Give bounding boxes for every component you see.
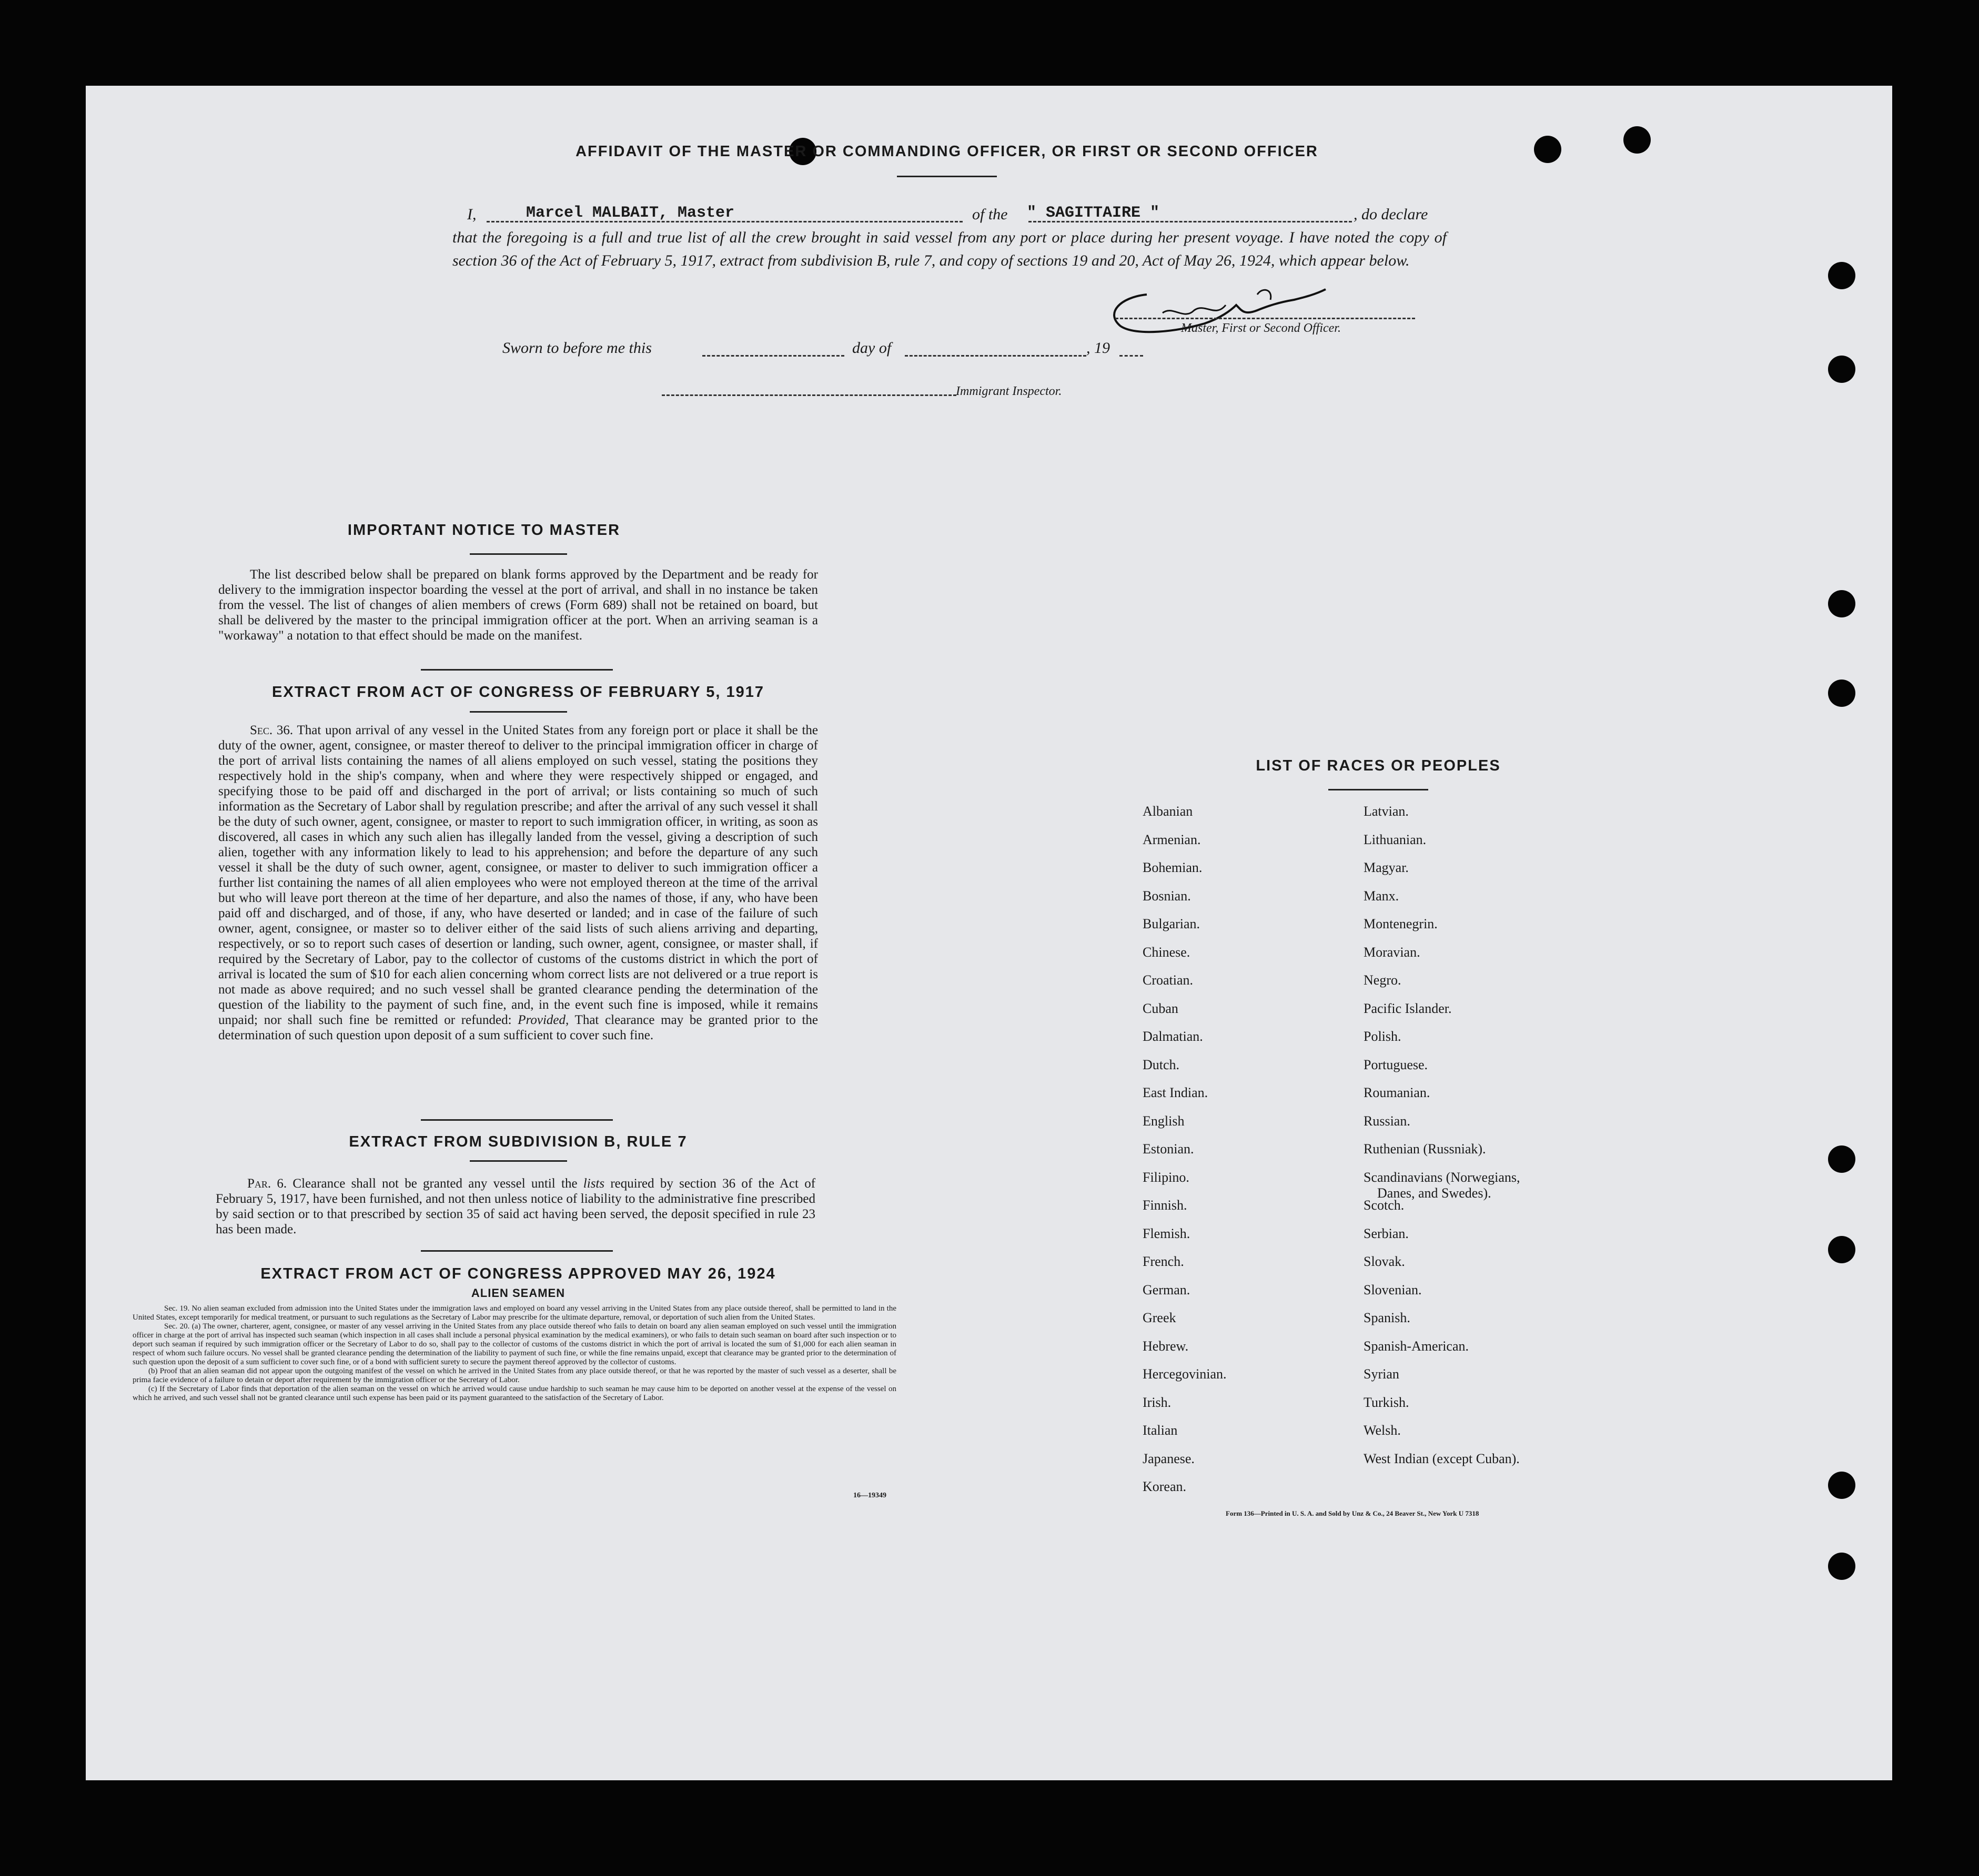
race-item: Chinese. [1143, 944, 1190, 960]
affidavit-declare-label: , do declare [1354, 206, 1428, 223]
punch-hole [1828, 1553, 1855, 1580]
race-item: Hercegovinian. [1143, 1366, 1227, 1382]
punch-hole [1828, 356, 1855, 383]
footer-form-line: Form 136—Printed in U. S. A. and Sold by Unz & Co., 24 Beaver St., New York U 7318 [1226, 1509, 1479, 1517]
race-item: East Indian. [1143, 1085, 1208, 1100]
race-item: Portuguese. [1364, 1057, 1428, 1072]
day-of-label: day of [852, 339, 892, 357]
race-item: Bohemian. [1143, 860, 1203, 875]
punch-hole [1828, 1145, 1855, 1173]
race-item: Filipino. [1143, 1169, 1189, 1185]
race-item: Armenian. [1143, 831, 1201, 847]
divider [470, 553, 567, 555]
punch-hole [1534, 136, 1561, 163]
race-item: Serbian. [1364, 1225, 1409, 1241]
rule-7-title: EXTRACT FROM SUBDIVISION B, RULE 7 [349, 1133, 688, 1150]
sworn-prefix: Sworn to before me this [502, 339, 652, 357]
sec-19-text: Sec. 19. No alien seaman excluded from admission into the United States under the immigration laws and employed on board any vessel arriving in the United States from any place outside thereof, shall be permitted to land in the United States, except temporarily for medical treatment, or pursuant to such regulations as the Secretary of Labor may prescribe for the ultimate departure, removal, or deportation of such alien from the United States. [133, 1304, 896, 1322]
race-item: Latvian. [1364, 804, 1409, 819]
sec-20c-text: (c) If the Secretary of Labor finds that deportation of the alien seaman on the vessel on which he arrived would cause undue hardship to such seaman he may cause him to be deported on another vessel at the expense of the vessel on which he arrived, and such vessel shall not be granted clearance until such expense has been paid or its payment guaranteed to the satisfaction of the Secretary of Labor. [133, 1385, 896, 1402]
inspector-blank-line [662, 394, 956, 396]
lists-word: lists [583, 1177, 605, 1191]
race-item: Pacific Islander. [1364, 1000, 1452, 1016]
race-item: Scandinavians (Norwegians, [1364, 1169, 1520, 1185]
affidavit-of-the-label: of the [972, 206, 1008, 223]
affidavit-declaration: that the foregoing is a full and true list of all the crew brought in said vessel from any port or place during her present voyage. I have noted the copy of section 36 of the Act of February 5, 1917, extract from subdivision B, rule 7, and copy of sections 19 and 20, Act of May 26, 1924, which appear below. [452, 229, 1447, 269]
month-blank-line [905, 355, 1086, 357]
race-item: Korean. [1143, 1479, 1187, 1494]
extract-1917-title: EXTRACT FROM ACT OF CONGRESS OF FEBRUARY 5, 1917 [271, 684, 765, 701]
race-item: Russian. [1364, 1113, 1410, 1129]
race-item: English [1143, 1113, 1185, 1129]
divider [897, 176, 997, 177]
race-item: Magyar. [1364, 860, 1409, 875]
divider [421, 669, 613, 671]
year-prefix: , 19 [1086, 339, 1110, 357]
sec-20b-text: (b) Proof that an alien seaman did not appear upon the outgoing manifest of the vessel on which he arrived in the United States from any place outside thereof, or that he was reported by the master of such vessel as a deserter, shall be prima facie evidence of a failure to detain or deport after requirement by the immigration officer or the Secretary of Labor. [133, 1367, 896, 1384]
race-item: Spanish. [1364, 1310, 1410, 1325]
race-item: Slovenian. [1364, 1282, 1422, 1297]
race-item: Cuban [1143, 1000, 1178, 1016]
extract-1924-title: EXTRACT FROM ACT OF CONGRESS APPROVED MAY 26, 1924 [260, 1265, 776, 1282]
race-item: Scotch. [1364, 1198, 1405, 1213]
punch-hole [1828, 1472, 1855, 1499]
race-item: Croatian. [1143, 972, 1194, 988]
race-item: Ruthenian (Russniak). [1364, 1141, 1486, 1157]
notice-text: The list described below shall be prepared on blank forms approved by the Department and be ready for delivery to the immigration inspector boarding the vessel at the port of arrival, and shall in no instance be taken from the vessel. The list of changes of alien members of crews (Form 689) shall not be retained on board, but shall be delivered by the master to the principal immigration officer at the port. When an arriving seaman is a "workaway" a notation to that effect should be made on the manifest. [218, 567, 818, 643]
sec-36-text-end: That clearance may be granted prior to the determination of such question upon deposit of a sum sufficient to cover such fine. [218, 1013, 818, 1042]
sec-20a-text: Sec. 20. (a) The owner, charterer, agent, consignee, or master of any vessel arriving in the United States from any place outside thereof who fails to detain on board any alien seaman employed on such vessel until the immigration officer in charge at the port of arrival has inspected such seaman (which inspection in all cases shall include a personal physical examination by the medical examiners), or who fails to detain such seaman on board after such inspection or to deport such seaman if required by such immigration officer or the Secretary of Labor to do so, shall pay to the collector of customs of the customs district in which the port of arrival is located the sum of $1,000 for each alien seaman in respect of whom such failure occurs. No vessel shall be granted clearance pending the determination of the liability to payment of such fine, or while the fine remains unpaid, except that clearance may be granted prior to the determination of such question upon the deposit of a sum sufficient to cover such fine, or of a bond with sufficient surety to secure the payment thereof approved by the collector of customs. [133, 1322, 896, 1366]
notice-title: IMPORTANT NOTICE TO MASTER [347, 522, 621, 539]
day-blank-line [702, 355, 844, 357]
race-item: Negro. [1364, 972, 1401, 988]
race-item: Bulgarian. [1143, 916, 1200, 931]
punch-hole [1828, 262, 1855, 289]
race-item: Slovak. [1364, 1254, 1405, 1269]
par-6-text-b: required by section 36 of the Act of February 5, 1917, have been furnished, and not then unless notice of liability to the administrative fine prescribed by said section or to that prescribed by section 35 of said act having been served, the deposit specified in rule 23 has been made. [216, 1177, 816, 1236]
race-item: Lithuanian. [1364, 831, 1427, 847]
extract-1924-text [133, 1304, 896, 1403]
race-item: Roumanian. [1364, 1085, 1430, 1100]
sec-36-text: That upon arrival of any vessel in the United States from any foreign port or place it shall be the duty of the owner, agent, consignee, or master thereof to deliver to the principal immigration officer in charge of the port of arrival lists containing the names of all aliens employed on such vessel, stating the positions they respectively hold in the ship's company, when and where they were respectively shipped or engaged, and specifying those to be paid off and discharged in the port of arrival; or lists containing so much of such information as the Secretary of Labor shall by regulation prescribe; and after the arrival of any such vessel it shall be the duty of such owner, agent, consignee, or master to report to such immigration officer, in writing, as soon as discovered, all cases in which any such alien has illegally landed from the vessel, giving a description of such alien, together with any information likely to lead to his apprehension; and before the departure of any such vessel it shall be the duty of such owner, agent, consignee, or master to deliver to such immigration officer a further list containing the names of all alien employees who were not employed thereon at the time of the arrival but who will leave port thereon at the time of her departure, and also the names of those, if any, who have been paid off and discharged, and of those, if any, who have deserted or landed; and in case of the failure of such owner, agent, consignee, or master so to deliver either of the said lists of such aliens arriving and departing, respectively, or so to report such cases of desertion or landing, such owner, agent, consignee, or master shall, if required by the Secretary of Labor, pay to the collector of customs of the customs district in which the port of arrival is located the sum of $10 for each alien concerning whom correct lists are not delivered or a true report is not made as above required; and no such vessel shall be granted clearance pending the determination of the question of the liability to the payment of such fine, and, in the event such fine is imposed, while it remains unpaid; nor shall such fine be remitted or refunded: [218, 723, 818, 1027]
vessel-name: " SAGITTAIRE " [1027, 204, 1160, 222]
race-item: Turkish. [1364, 1394, 1409, 1410]
race-item: Dalmatian. [1143, 1029, 1203, 1044]
race-item: Welsh. [1364, 1423, 1401, 1438]
race-item: German. [1143, 1282, 1190, 1297]
divider [470, 1160, 567, 1162]
race-item: Danes, and Swedes). [1377, 1185, 1491, 1201]
race-item: Polish. [1364, 1029, 1401, 1044]
punch-hole [1828, 680, 1855, 707]
rule-7-text [216, 1176, 815, 1237]
sec-36-label: Sec. 36. [250, 723, 294, 737]
divider [470, 711, 567, 713]
race-item: Hebrew. [1143, 1338, 1189, 1354]
par-6-label: Par. 6. [247, 1177, 287, 1191]
signature-caption: Master, First or Second Officer. [1181, 321, 1341, 335]
punch-hole [1828, 1236, 1855, 1263]
race-item: Italian [1143, 1423, 1178, 1438]
race-item: Syrian [1364, 1366, 1399, 1382]
race-item: Moravian. [1364, 944, 1420, 960]
affidavit-i-label: I, [467, 206, 477, 223]
race-item: Finnish. [1143, 1198, 1187, 1213]
punch-hole [1623, 126, 1651, 154]
race-item: Greek [1143, 1310, 1176, 1325]
divider [421, 1119, 613, 1121]
affidavit-title: AFFIDAVIT OF THE MASTER OR COMMANDING OFFICER, OR FIRST OR SECOND OFFICER [575, 143, 1318, 160]
inspector-caption: Immigrant Inspector. [956, 384, 1062, 398]
race-item: Estonian. [1143, 1141, 1194, 1157]
form-code: 16—19349 [853, 1492, 886, 1499]
race-item: Manx. [1364, 888, 1399, 904]
race-item: West Indian (except Cuban). [1364, 1451, 1520, 1466]
race-item: Bosnian. [1143, 888, 1191, 904]
race-item: Albanian [1143, 804, 1193, 819]
extract-1924-subtitle: ALIEN SEAMEN [471, 1286, 566, 1300]
race-item: Montenegrin. [1364, 916, 1438, 931]
race-item: Irish. [1143, 1394, 1172, 1410]
provided-label: Provided, [518, 1013, 569, 1027]
par-6-text-a: Clearance shall not be granted any vessel until the [292, 1177, 578, 1191]
race-item: French. [1143, 1254, 1184, 1269]
divider [421, 1250, 613, 1252]
race-item: Flemish. [1143, 1225, 1190, 1241]
race-item: Japanese. [1143, 1451, 1195, 1466]
master-name: Marcel MALBAIT, Master [526, 204, 735, 222]
year-blank-line [1119, 355, 1143, 357]
race-item: Dutch. [1143, 1057, 1180, 1072]
races-title: LIST OF RACES OR PEOPLES [1256, 757, 1501, 774]
punch-hole [1828, 590, 1855, 617]
divider [1328, 789, 1428, 790]
extract-1917-text [218, 723, 818, 1043]
race-item: Spanish-American. [1364, 1338, 1469, 1354]
